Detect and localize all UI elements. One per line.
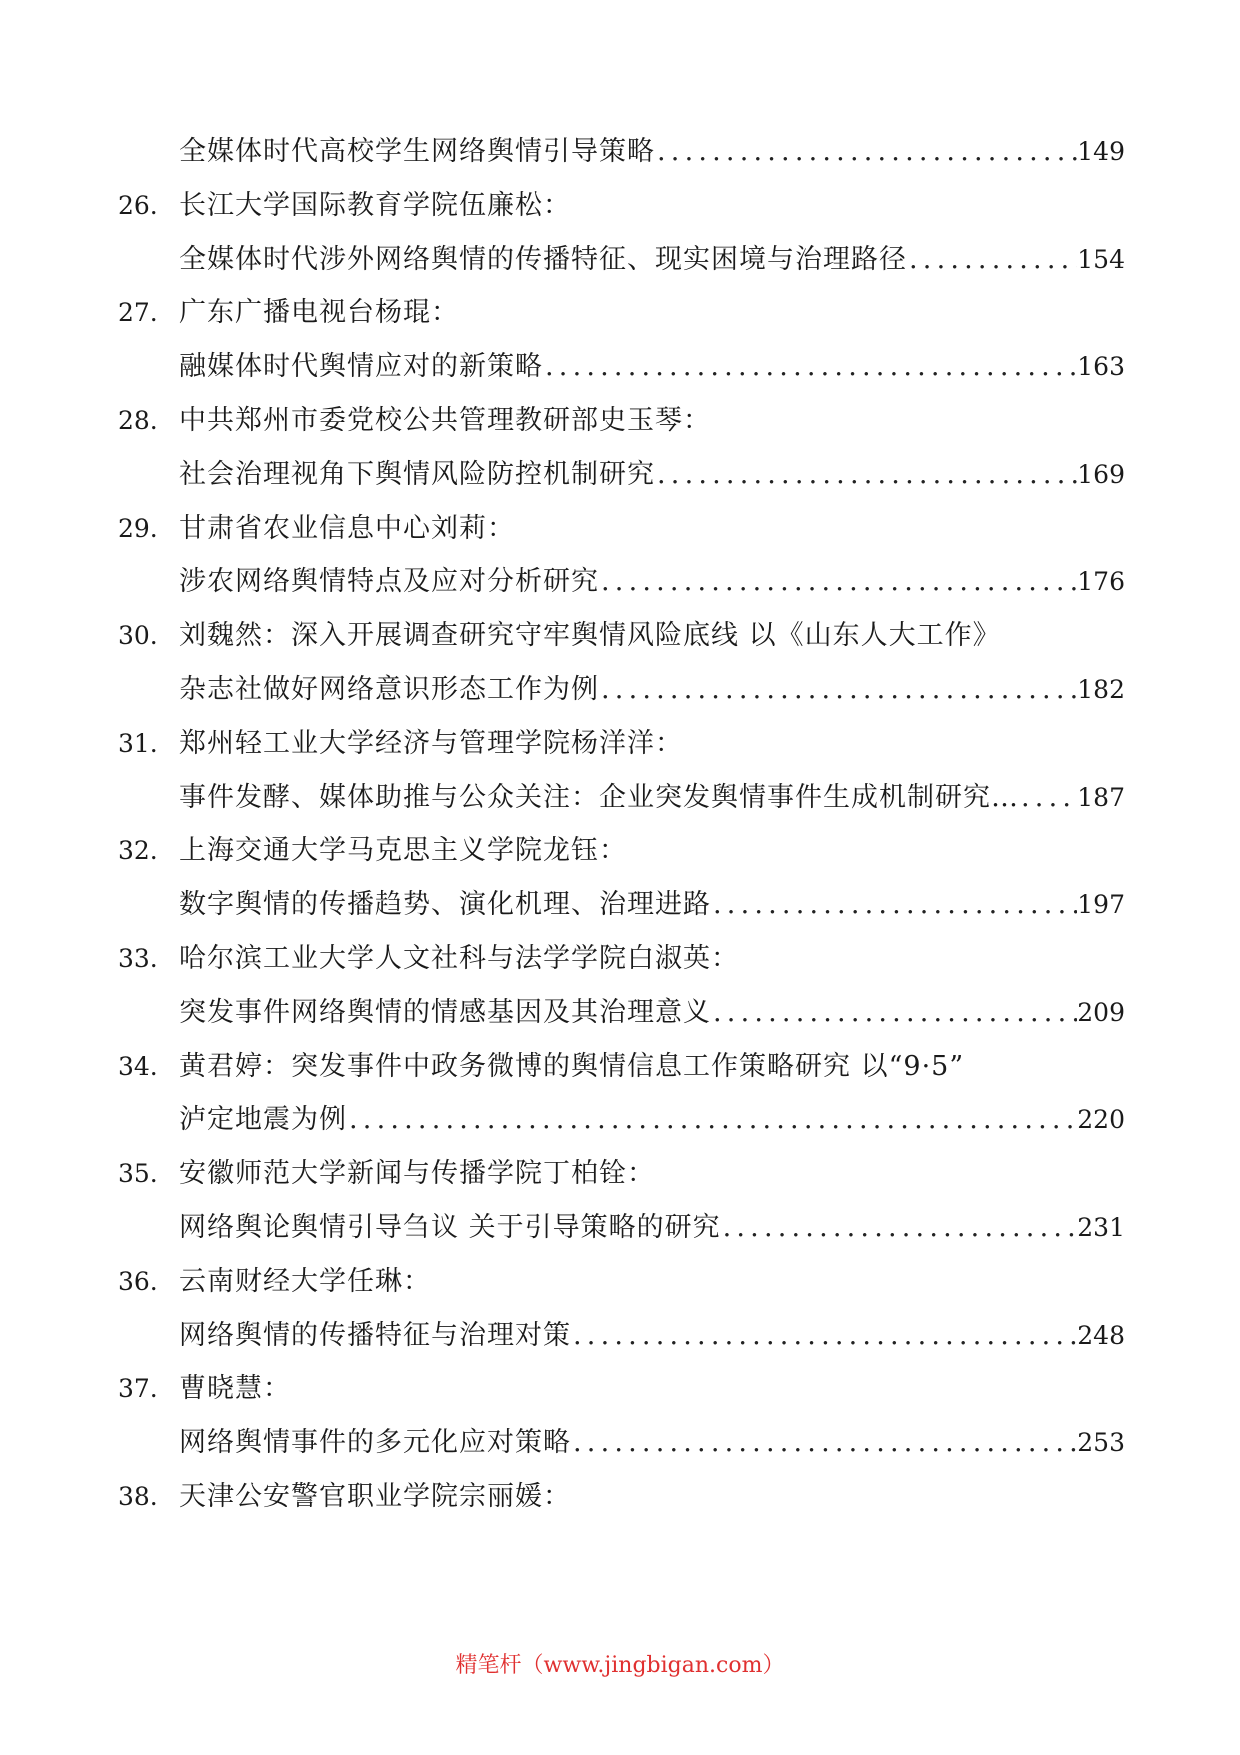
dot-leader bbox=[571, 1309, 1077, 1363]
toc-line bbox=[0, 663, 1240, 717]
dot-leader bbox=[599, 663, 1077, 717]
toc-line bbox=[0, 448, 1240, 502]
toc-entry-title: 全媒体时代高校学生网络舆情引导策略 bbox=[179, 136, 655, 167]
dot-leader bbox=[1019, 771, 1077, 825]
toc-entry-number: 28. bbox=[118, 405, 158, 435]
dot-leader bbox=[711, 986, 1077, 1040]
toc-entry-number: 38. bbox=[118, 1481, 158, 1511]
toc-line bbox=[0, 340, 1240, 394]
dot-leader bbox=[655, 448, 1077, 502]
toc-entry[interactable] bbox=[179, 125, 1125, 179]
toc-entry-number: 31. bbox=[118, 728, 158, 758]
toc-entry-author: 甘肃省农业信息中心刘莉： bbox=[179, 512, 515, 544]
toc-line bbox=[0, 771, 1240, 825]
footer-watermark: 精笔杆（www.jingbigan.com） bbox=[455, 1653, 785, 1678]
toc-line bbox=[0, 1470, 1240, 1524]
toc-entry-number: 32. bbox=[118, 836, 158, 866]
toc-entry-title: 杂志社做好网络意识形态工作为例 bbox=[179, 673, 599, 705]
dot-leader bbox=[711, 878, 1077, 932]
toc-line bbox=[0, 1255, 1240, 1309]
toc-entry[interactable] bbox=[179, 1416, 1125, 1470]
toc-line bbox=[0, 233, 1240, 287]
toc-entry-author: 曹晓慧： bbox=[179, 1373, 291, 1405]
toc-line bbox=[0, 1416, 1240, 1470]
toc-list bbox=[0, 179, 1240, 1524]
toc-page-number: 154 bbox=[1077, 244, 1125, 274]
toc-entry-author: 安徽师范大学新闻与传播学院丁柏铨： bbox=[179, 1158, 655, 1190]
toc-line bbox=[0, 986, 1240, 1040]
toc-entry-author: 哈尔滨工业大学人文社科与法学学院白淑英： bbox=[179, 942, 739, 974]
toc-line bbox=[0, 394, 1240, 448]
toc-line bbox=[0, 609, 1240, 663]
toc-line bbox=[0, 1201, 1240, 1255]
toc-entry-title: 事件发酵、媒体助推与公众关注：企业突发舆情事件生成机制研究… bbox=[179, 781, 1019, 813]
toc-entry-title: 网络舆情的传播特征与治理对策 bbox=[179, 1319, 571, 1351]
toc-entry-title: 突发事件网络舆情的情感基因及其治理意义 bbox=[179, 996, 711, 1028]
toc-line bbox=[0, 932, 1240, 986]
toc-line bbox=[0, 1040, 1240, 1094]
toc-entry[interactable] bbox=[179, 771, 1125, 825]
table-of-contents bbox=[0, 125, 1240, 1524]
toc-entry-author: 中共郑州市委党校公共管理教研部史玉琴： bbox=[179, 404, 711, 436]
toc-line bbox=[0, 286, 1240, 340]
dot-leader bbox=[599, 555, 1077, 609]
toc-entry-author: 上海交通大学马克思主义学院龙钰： bbox=[179, 835, 627, 867]
dot-leader bbox=[907, 233, 1077, 287]
toc-line bbox=[0, 179, 1240, 233]
toc-entry[interactable] bbox=[179, 663, 1125, 717]
toc-entry[interactable] bbox=[179, 986, 1125, 1040]
toc-entry-number: 27. bbox=[118, 298, 158, 328]
dot-leader bbox=[543, 340, 1077, 394]
toc-entry-number: 29. bbox=[118, 513, 158, 543]
toc-entry[interactable] bbox=[179, 340, 1125, 394]
toc-entry-title: 融媒体时代舆情应对的新策略 bbox=[179, 351, 543, 383]
toc-entry-number: 34. bbox=[118, 1051, 158, 1081]
toc-line bbox=[0, 878, 1240, 932]
toc-entry-number: 26. bbox=[118, 190, 158, 220]
toc-entry-title: 全媒体时代涉外网络舆情的传播特征、现实困境与治理路径 bbox=[179, 243, 907, 275]
toc-entry-number: 30. bbox=[118, 621, 158, 651]
toc-entry[interactable] bbox=[179, 555, 1125, 609]
toc-line bbox=[0, 125, 1240, 179]
toc-page-number: 231 bbox=[1077, 1212, 1125, 1242]
toc-entry-title: 数字舆情的传播趋势、演化机理、治理进路 bbox=[179, 889, 711, 921]
toc-entry[interactable] bbox=[179, 233, 1125, 287]
toc-page-number: 169 bbox=[1077, 459, 1125, 489]
toc-entry-title: 涉农网络舆情特点及应对分析研究 bbox=[179, 566, 599, 598]
toc-page-number: 187 bbox=[1077, 782, 1125, 812]
dot-leader bbox=[347, 1093, 1077, 1147]
toc-page-number: 253 bbox=[1077, 1428, 1125, 1458]
toc-page-number: 149 bbox=[1077, 137, 1125, 166]
toc-entry-number: 36. bbox=[118, 1266, 158, 1296]
toc-line bbox=[0, 1362, 1240, 1416]
toc-entry-number: 35. bbox=[118, 1159, 158, 1189]
toc-entry-title: 网络舆论舆情引导刍议 关于引导策略的研究 bbox=[179, 1211, 721, 1243]
toc-entry-author: 云南财经大学任琳： bbox=[179, 1265, 431, 1297]
toc-line bbox=[0, 824, 1240, 878]
dot-leader bbox=[571, 1416, 1077, 1470]
toc-entry-title: 社会治理视角下舆情风险防控机制研究 bbox=[179, 458, 655, 490]
toc-page-number: 163 bbox=[1077, 352, 1125, 382]
toc-entry-author: 刘魏然：深入开展调查研究守牢舆情风险底线 以《山东人大工作》 bbox=[179, 620, 1001, 652]
toc-entry-author: 黄君婷：突发事件中政务微博的舆情信息工作策略研究 以“9·5” bbox=[179, 1050, 965, 1082]
toc-entry-author: 长江大学国际教育学院伍廉松： bbox=[179, 189, 571, 221]
toc-page-number: 248 bbox=[1077, 1320, 1125, 1350]
toc-entry-author: 郑州轻工业大学经济与管理学院杨洋洋： bbox=[179, 727, 683, 759]
toc-page-number: 209 bbox=[1077, 997, 1125, 1027]
toc-entry-author: 天津公安警官职业学院宗丽媛： bbox=[179, 1480, 571, 1512]
toc-line bbox=[0, 1309, 1240, 1363]
toc-entry-title: 网络舆情事件的多元化应对策略 bbox=[179, 1427, 571, 1459]
toc-entry[interactable] bbox=[179, 1309, 1125, 1363]
dot-leader bbox=[721, 1201, 1078, 1255]
toc-page-number: 182 bbox=[1077, 674, 1125, 704]
toc-page-number: 176 bbox=[1077, 567, 1125, 597]
toc-entry[interactable] bbox=[179, 1201, 1125, 1255]
dot-leader bbox=[655, 125, 1077, 179]
toc-line bbox=[0, 555, 1240, 609]
toc-entry-number: 33. bbox=[118, 943, 158, 973]
toc-line bbox=[0, 1147, 1240, 1201]
toc-page-number: 220 bbox=[1077, 1105, 1125, 1135]
toc-line bbox=[0, 502, 1240, 556]
toc-line bbox=[0, 717, 1240, 771]
toc-entry-author: 广东广播电视台杨琨： bbox=[179, 297, 459, 329]
toc-entry-number: 37. bbox=[118, 1374, 158, 1404]
toc-page-number: 197 bbox=[1077, 890, 1125, 920]
toc-line bbox=[0, 1093, 1240, 1147]
toc-entry[interactable] bbox=[179, 1093, 1125, 1147]
toc-entry[interactable] bbox=[179, 878, 1125, 932]
toc-entry-title: 泸定地震为例 bbox=[179, 1104, 347, 1136]
toc-entry[interactable] bbox=[179, 448, 1125, 502]
